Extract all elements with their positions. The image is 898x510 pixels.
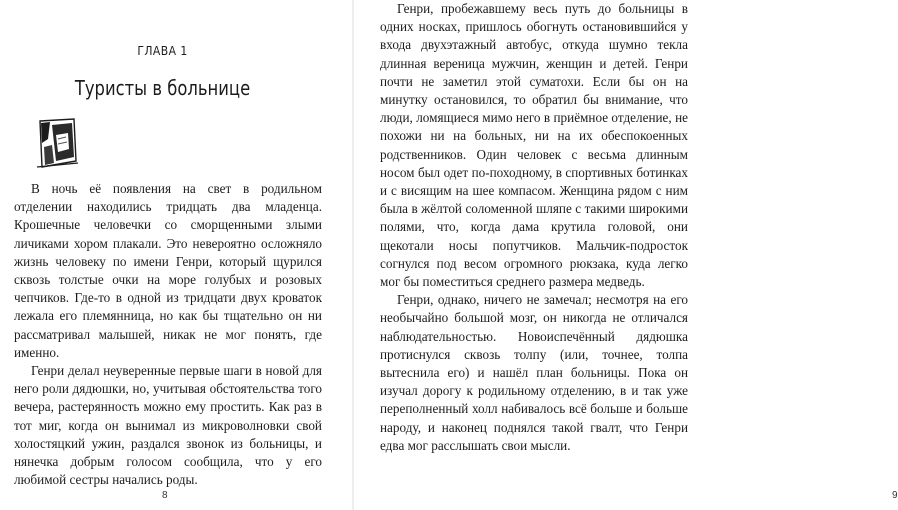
paragraph: В ночь её появления на свет в родильном отделении находились тридцать два младенца. Крошечные человечки со сморщенными злыми личиками хором плакали. Это невероятно осложняло жизнь человеку по имени Генри, который щурился сквозь толстые очки на море голубых и розовых чепчиков. Где-то в одной из тридцати двух кроваток лежала его племянница, но как бы тщательно он ни рассматривал малышей, никак не мог понять, где именно.	[14, 181, 322, 360]
paragraph: Генри делал неуверенные первые шаги в новой для него роли дядюшки, но, учитывая обстоятельства того вечера, растерянность можно ему простить. Как раз в тот миг, когда он вынимал из микроволновки свой холостяцкий ужин, раздался звонок из больницы, и нянечка добрым голосом сообщила, что у его любимой сестры начались роды.	[14, 363, 322, 488]
paragraph: Генри, однако, ничего не замечал; несмотря на его необычайно большой мозг, он никогда не отличался наблюдательностью. Новоиспечённый дядюшка протиснулся сквозь толпу (или, точнее, толпа вытеснила его) и нашёл план больницы. Пока он изучал дорогу к родильному отделению, в и так уже переполненный холл набивалось всё больше и больше народу, и наконец поднялся такой гвалт, что Генри едва мог расслышать свои мысли.	[380, 292, 688, 453]
window-sketch-icon	[34, 117, 80, 171]
left-page	[0, 0, 353, 510]
left-body-text	[14, 180, 322, 489]
paragraph: Генри, пробежавшему весь путь до больницы в одних носках, пришлось обогнуть остановившийся у входа двухэтажный автобус, откуда шумно текла длинная вереница мужчин, женщин и детей. Генри почти не заметил этой суматохи. Если бы он на минутку остановился, то обратил бы внимание, что люди, ломящиеся мимо него в приёмное отделение, не похожи ни на больных, ни на их обеспокоенных родственников. Один человек с весьма длинным носом был одет по-походному, в спортивных ботинках и с висящим на шее компасом. Женщина рядом с ним была в жёлтой соломенной шляпе с такими широкими полями, что, когда дама крутила головой, они щекотали носы попутчиков. Мальчик-подросток согнулся под весом огромного рюкзака, куда легко мог бы поместиться среднего размера медведь.	[380, 1, 688, 290]
chapter-label: ГЛАВА 1	[137, 44, 188, 58]
chapter-title: Туристы в больнице	[74, 76, 251, 100]
right-body-text	[380, 0, 688, 455]
page-number: 8	[162, 490, 168, 501]
page-number: 9	[892, 490, 898, 501]
